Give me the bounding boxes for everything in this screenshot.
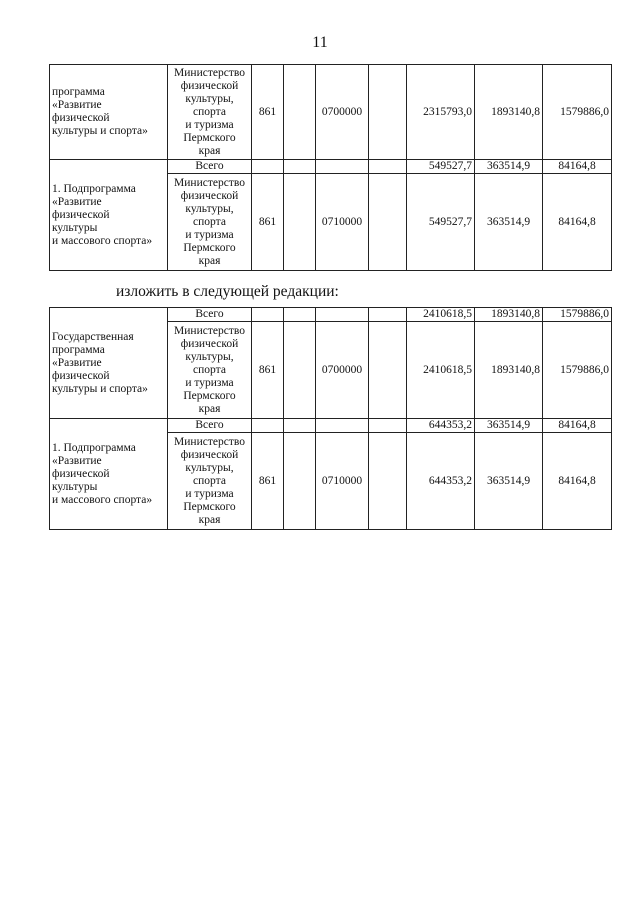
empty-cell <box>252 419 284 433</box>
grbs-cell: 861 <box>252 65 284 160</box>
page-number: 11 <box>312 34 328 51</box>
empty-cell <box>284 419 316 433</box>
total-label-cell: Всего <box>168 419 252 433</box>
value-2016-cell: 1579886,0 <box>543 65 612 160</box>
value-2014-cell: 549527,7 <box>407 174 475 271</box>
csr-cell: 0700000 <box>316 322 369 419</box>
table-row <box>50 308 612 322</box>
empty-cell <box>369 308 407 322</box>
total-2015-cell: 1893140,8 <box>475 308 543 322</box>
total-2016-cell: 1579886,0 <box>543 308 612 322</box>
total-2015-cell: 363514,9 <box>475 419 543 433</box>
empty-cell <box>369 65 407 160</box>
value-2016-cell: 84164,8 <box>543 433 612 530</box>
value-2015-cell: 1893140,8 <box>475 322 543 419</box>
table-row <box>50 419 612 433</box>
total-2015-cell: 363514,9 <box>475 160 543 174</box>
executor-cell: Министерство физической культуры, спорта и туризма Пермского края <box>168 65 252 160</box>
empty-cell <box>252 160 284 174</box>
empty-cell <box>284 160 316 174</box>
total-label-cell: Всего <box>168 160 252 174</box>
value-2014-cell: 2315793,0 <box>407 65 475 160</box>
csr-cell: 0710000 <box>316 433 369 530</box>
empty-cell <box>369 160 407 174</box>
budget-table-new <box>49 307 612 530</box>
grbs-cell: 861 <box>252 322 284 419</box>
subprogram-name-cell: 1. Подпрограмма «Развитие физической культуры и массового спорта» <box>50 160 168 271</box>
empty-cell <box>369 174 407 271</box>
csr-cell: 0700000 <box>316 65 369 160</box>
empty-cell <box>369 419 407 433</box>
value-2016-cell: 1579886,0 <box>543 322 612 419</box>
value-2016-cell: 84164,8 <box>543 174 612 271</box>
empty-cell <box>369 433 407 530</box>
program-name-cell: Государственная программа «Развитие физической культуры и спорта» <box>50 308 168 419</box>
empty-cell <box>316 419 369 433</box>
amendment-intro-text: изложить в следующей редакции: <box>116 283 339 300</box>
csr-cell: 0710000 <box>316 174 369 271</box>
value-2014-cell: 644353,2 <box>407 433 475 530</box>
total-2016-cell: 84164,8 <box>543 160 612 174</box>
empty-cell <box>284 65 316 160</box>
subprogram-name-cell: 1. Подпрограмма «Развитие физической культуры и массового спорта» <box>50 419 168 530</box>
value-2015-cell: 1893140,8 <box>475 65 543 160</box>
table-row <box>50 65 612 160</box>
total-label-cell: Всего <box>168 308 252 322</box>
empty-cell <box>284 322 316 419</box>
total-2014-cell: 2410618,5 <box>407 308 475 322</box>
executor-cell: Министерство физической культуры, спорта и туризма Пермского края <box>168 174 252 271</box>
empty-cell <box>316 308 369 322</box>
empty-cell <box>284 174 316 271</box>
program-name-cell: программа «Развитие физической культуры и спорта» <box>50 65 168 160</box>
empty-cell <box>284 433 316 530</box>
total-2014-cell: 644353,2 <box>407 419 475 433</box>
budget-table-current <box>49 64 612 271</box>
empty-cell <box>316 160 369 174</box>
total-2014-cell: 549527,7 <box>407 160 475 174</box>
value-2014-cell: 2410618,5 <box>407 322 475 419</box>
value-2015-cell: 363514,9 <box>475 433 543 530</box>
empty-cell <box>284 308 316 322</box>
table-row <box>50 160 612 174</box>
executor-cell: Министерство физической культуры, спорта и туризма Пермского края <box>168 433 252 530</box>
empty-cell <box>252 308 284 322</box>
grbs-cell: 861 <box>252 174 284 271</box>
grbs-cell: 861 <box>252 433 284 530</box>
executor-cell: Министерство физической культуры, спорта и туризма Пермского края <box>168 322 252 419</box>
empty-cell <box>369 322 407 419</box>
total-2016-cell: 84164,8 <box>543 419 612 433</box>
value-2015-cell: 363514,9 <box>475 174 543 271</box>
